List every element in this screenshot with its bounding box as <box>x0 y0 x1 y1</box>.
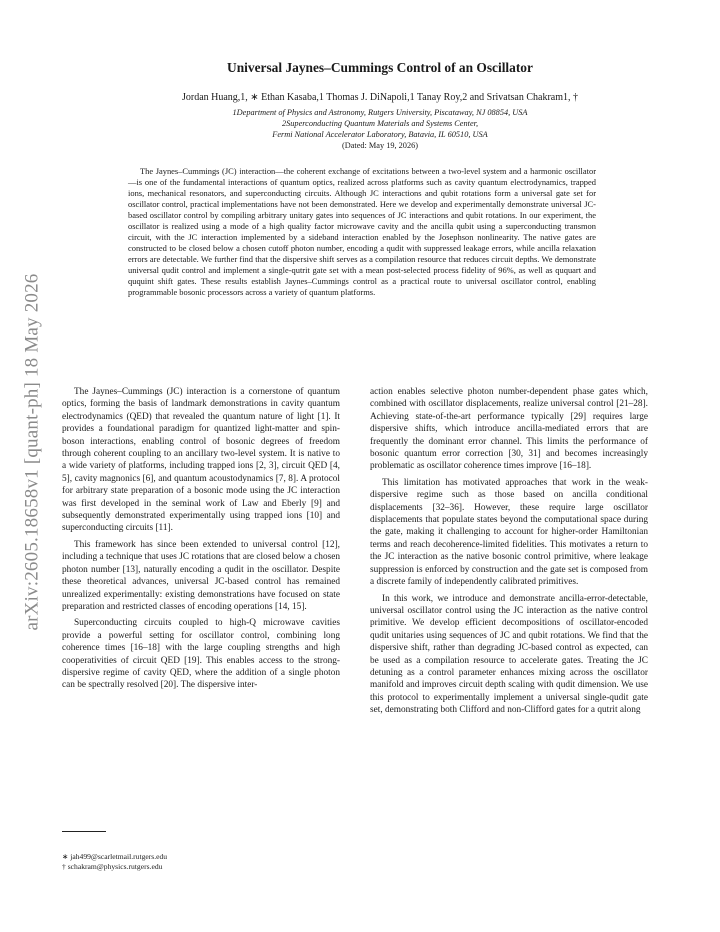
paragraph: Superconducting circuits coupled to high-Q microwave cavities provide a powerful setting for oscillator control, combining long coherence times [16–18] with the large coupling strengths and high cooperativities of circuit QED [19]. This enables access to the strong-dispersive regime of cavity QED, where the addition of a single photon can be spectrally resolved [20]. The dispersive inter- <box>62 618 340 691</box>
arxiv-identifier-text: arXiv:2605.18658v1 [quant-ph] 18 May 2026 <box>21 273 43 631</box>
footnote-divider <box>62 831 106 832</box>
date-line: (Dated: May 19, 2026) <box>341 141 419 150</box>
paragraph: In this work, we introduce and demonstrate ancilla-error-detectable, universal oscillator control using the JC interaction as the native control primitive. We develop efficient decompositions of oscillator-encoded qudit unitaries using sequences of JC and qubit rotations. We find that the dispersive shift, rather than degrading JC-based control as expected, can be used as a compilation resource to accelerate gates. Treating the JC detuning as a control parameter enhances mixing across the oscillator manifold and improves circuit depth scaling with qudit dimension. We use this protocol to experimentally implement a universal single-qudit gate set, demonstrating both Clifford and non-Clifford gates for a qutrit along <box>370 593 648 716</box>
author-list: Jordan Huang,1, ∗ Ethan Kasaba,1 Thomas J. DiNapoli,1 Tanay Roy,2 and Srivatsan Chakram1, † <box>181 92 579 103</box>
footnote-email-1: ∗ jah499@scarletmail.rutgers.edu <box>62 852 168 861</box>
paragraph: This limitation has motivated approaches that work in the weak-dispersive regime such as those based on ancilla conditional displacements [32–36]. However, these require large oscillator displacements that populate states beyond the computational space during the gate, making it challenging to account for higher-order Hamiltonian terms and reach decoherence-limited fidelities. This motivates a return to the JC interaction as the native bosonic control primitive, where leakage suppression is enforced by construction and the gate set is composed from a discrete family of independently calibrated primitives. <box>370 477 648 588</box>
affiliation-1: 1Department of Physics and Astronomy, Rutgers University, Piscataway, NJ 08854, USA <box>232 108 528 117</box>
footnotes <box>62 852 167 872</box>
paragraph: The Jaynes–Cummings (JC) interaction is a cornerstone of quantum optics, forming the basis of landmark demonstrations in cavity quantum electrodynamics (QED) that revealed the quantum nature of light [1]. It provides a foundational paradigm for quantized light-matter and spin-boson interactions, enabling control of bosonic degrees of freedom through coherent coupling to an ancillary two-level system. It is native to a wide variety of platforms, including trapped ions [2, 3], circuit QED [4, 5], cavity magnonics [6], and quantum acoustodynamics [7, 8]. A protocol for arbitrary state preparation of a bosonic mode using the JC interaction was first developed in the seminal work of Law and Eberly [9] and subsequently demonstrated experimentally using trapped ions [10] and superconducting circuits [11]. <box>62 387 340 534</box>
body-column-right <box>370 386 648 721</box>
arxiv-identifier <box>6 212 58 692</box>
paper-header <box>100 60 660 150</box>
body-column-left <box>62 386 340 696</box>
footnote-email-2: † schakram@physics.rutgers.edu <box>62 862 163 871</box>
abstract: The Jaynes–Cummings (JC) interaction—the coherent exchange of excitations between a two-level system and a harmonic oscillator—is one of the fundamental interactions of quantum optics, realized across platforms such as cavity quantum electrodynamics, trapped ions, mechanical resonators, and superconducting circuits. Although JC interactions and qubit rotations form a universal gate set for oscillator control, practical implementations have not been demonstrated. Here we develop and experimentally demonstrate universal JC-based oscillator control by compiling arbitrary unitary gates into sequences of JC interactions and qubit rotations. In our experiment, the oscillator is realized using a mode of a high quality factor microwave cavity and the ancilla qubit using a superconducting transmon circuit, with the JC interaction implemented by a sideband interaction enabled by the Josephson nonlinearity. The native gates are constructed to be closed below a chosen cutoff photon number, encoding a qudit with suppressed leakage errors, while ancilla relaxation errors are detectable. We further find that the dispersive shift serves as a compilation resource that reduces circuit depths. We demonstrate universal qudit control and implement a single-qutrit gate set with a mean post-selected process fidelity of 96%, as well as ququart and ququint shift gates. These results establish Jaynes–Cummings control as a practical route to universal oscillator control, enabling programmable bosonic processors across a variety of quantum platforms. <box>128 166 596 297</box>
affiliation-2: 2Superconducting Quantum Materials and Systems Center, <box>281 119 479 128</box>
affiliations <box>100 107 660 140</box>
affiliation-2-continued: Fermi National Accelerator Laboratory, Batavia, IL 60510, USA <box>272 130 488 139</box>
paragraph: This framework has since been extended to universal control [12], including a technique that uses JC rotations that are closed below a chosen photon number [13], naturally encoding a qudit in the oscillator. Despite these theoretical advances, universal JC-based control has remained unrealized experimentally: existing demonstrations have focused on state preparation and restricted classes of encoding operations [14, 15]. <box>62 539 340 612</box>
paragraph: action enables selective photon number-dependent phase gates which, combined with oscillator displacements, realize universal control [21–28]. Achieving state-of-the-art performance typically [29] requires large dispersive shifts, which introduce ancilla-mediated errors that are frequently the dominant error channel. This limits the performance of bosonic quantum error correction [30, 31] and becomes increasingly problematic as oscillator coherence times improve [16–18]. <box>370 387 648 472</box>
paper-title: Universal Jaynes–Cummings Control of an Oscillator <box>227 60 533 75</box>
